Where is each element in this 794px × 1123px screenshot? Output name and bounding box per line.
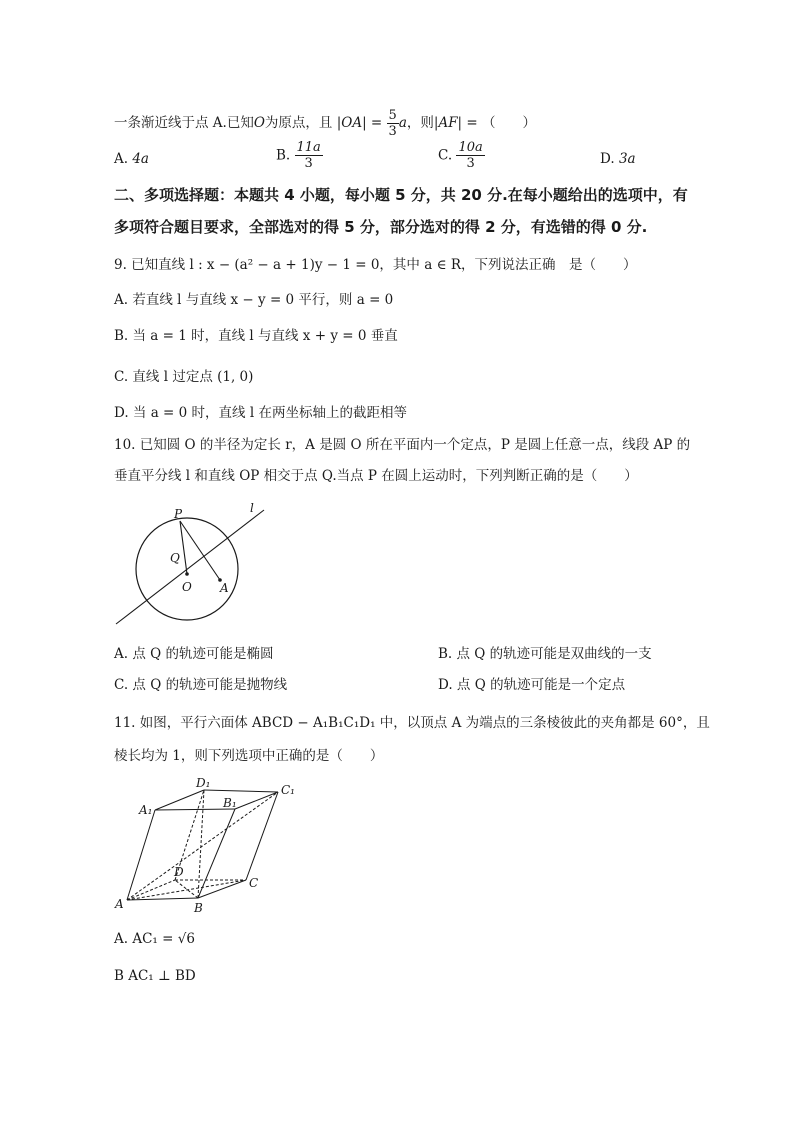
- point-o: [185, 572, 189, 576]
- label-a: A: [115, 897, 124, 911]
- frac-den: 3: [304, 156, 313, 171]
- q8-paren: （ ）: [482, 115, 537, 131]
- q9-option-d: D. 当 a = 0 时，直线 l 在两坐标轴上的截距相等: [114, 405, 407, 421]
- frac-den: 3: [466, 156, 475, 171]
- edge-a-a1: [127, 810, 155, 900]
- q8-af: |AF| =: [433, 115, 478, 131]
- segment-pa: [180, 521, 220, 580]
- q11-option-b: B AC₁ ⊥ BD: [114, 968, 196, 984]
- q8-stem-c: 为原点，且: [264, 115, 333, 131]
- section-heading-line1: 二、多项选择题：本题共 4 小题，每小题 5 分，共 20 分.在每小题给出的选项中，有: [114, 186, 688, 204]
- label-a1: A₁: [139, 803, 153, 817]
- edge-b-c: [198, 880, 246, 898]
- q10-circle-figure: [110, 500, 280, 630]
- q9-option-c: C. 直线 l 过定点 (1, 0): [114, 369, 254, 385]
- option-text: 3a: [618, 151, 636, 167]
- q8-oa: |OA| =: [336, 115, 383, 131]
- option-label: C.: [438, 147, 453, 164]
- option-label: D.: [600, 151, 615, 167]
- q8-frac-den: 3: [388, 124, 397, 139]
- line-l: [116, 510, 264, 624]
- diag-b-d: [175, 880, 198, 898]
- section-heading-line2: 多项符合题目要求，全部选对的得 5 分，部分选对的得 2 分，有选错的得 0 分.: [114, 218, 648, 236]
- q9-option-b: B. 当 a = 1 时，直线 l 与直线 x + y = 0 垂直: [114, 328, 398, 344]
- q10-stem-line2: 垂直平分线 l 和直线 OP 相交于点 Q.当点 P 在圆上运动时，下列判断正确的是（ ）: [114, 468, 638, 484]
- q10-option-d: D. 点 Q 的轨迹可能是一个定点: [438, 677, 626, 693]
- option-label: B.: [276, 147, 291, 164]
- q8-frac-num: 5: [388, 108, 397, 123]
- label-d: D: [174, 865, 184, 879]
- q11-option-a: A. AC₁ = √6: [114, 931, 195, 947]
- q11-parallelepiped-figure: [110, 772, 310, 917]
- label-b1: B₁: [223, 796, 237, 810]
- q10-option-a: A. 点 Q 的轨迹可能是椭圆: [114, 646, 274, 662]
- label-d1: D₁: [196, 776, 211, 790]
- label-a: A: [220, 581, 229, 595]
- q9-option-a: A. 若直线 l 与直线 x − y = 0 平行，则 a = 0: [114, 292, 394, 308]
- q8-stem-a: 一条渐近线于点 A.已知: [114, 115, 254, 131]
- q8-stem: [114, 108, 536, 139]
- edge-b1-c1: [235, 792, 278, 809]
- label-c1: C₁: [281, 783, 295, 797]
- frac-num: 10a: [458, 140, 483, 155]
- edge-a1-d1: [155, 790, 204, 810]
- q8-option-b: [276, 140, 323, 171]
- q8-frac-var: a: [398, 115, 407, 131]
- q8-option-d: [600, 150, 636, 168]
- q10-stem-line1: 10. 已知圆 O 的半径为定长 r，A 是圆 O 所在平面内一个定点，P 是圆上任意一点，线段 AP 的: [114, 437, 691, 453]
- q8-fraction: [387, 108, 399, 139]
- q10-option-c: C. 点 Q 的轨迹可能是抛物线: [114, 677, 288, 693]
- q8-option-b-fraction: [295, 140, 323, 171]
- q8-option-c-fraction: [456, 140, 484, 171]
- edge-a-d: [127, 880, 175, 900]
- q8-option-c: [438, 140, 485, 171]
- label-p: P: [174, 507, 183, 521]
- edge-c-c1: [246, 792, 278, 880]
- frac-num: 11a: [296, 140, 321, 155]
- q8-stem-d: ，则: [406, 115, 434, 131]
- option-label: A.: [114, 151, 129, 167]
- label-b: B: [194, 901, 203, 915]
- edge-d1-c1: [204, 790, 278, 792]
- label-l: l: [250, 501, 254, 515]
- q8-option-a: [114, 150, 149, 168]
- q10-option-b: B. 点 Q 的轨迹可能是双曲线的一支: [438, 646, 652, 662]
- label-o: O: [182, 580, 192, 594]
- label-q: Q: [170, 551, 180, 565]
- label-c: C: [249, 876, 259, 890]
- q8-stem-b: O: [253, 115, 265, 131]
- q11-stem-line1: 11. 如图，平行六面体 ABCD − A₁B₁C₁D₁ 中，以顶点 A 为端点的三条棱彼此的夹角都是 60°，且: [114, 715, 710, 731]
- diag-a-c: [127, 880, 246, 900]
- q11-stem-line2: 棱长均为 1，则下列选项中正确的是（ ）: [114, 748, 384, 764]
- q9-stem: 9. 已知直线 l : x − (a² − a + 1)y − 1 = 0，其中 a ∈ R，下列说法正确 是（ ）: [114, 257, 637, 273]
- option-text: 4a: [132, 151, 149, 167]
